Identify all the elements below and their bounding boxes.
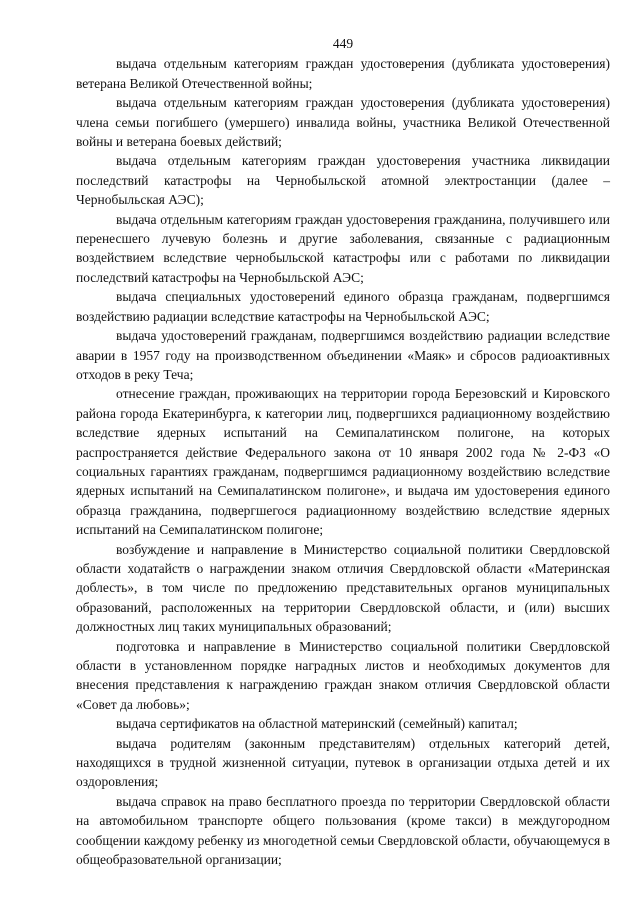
- paragraph-sovet-da-lyubov-award: подготовка и направление в Министерство социальной политики Свердловской области в установленном порядке наградных листов и необходимых документов для внесения представления к награждению граждан знаком отличия Свердловской области «Совет да любовь»;: [76, 638, 610, 712]
- paragraph-family-member-certificate: выдача отдельным категориям граждан удостоверения (дубликата удостоверения) члена семьи погибшего (умершего) инвалида войны, участника Великой Отечественной войны и ветерана боевых действий;: [76, 95, 610, 150]
- paragraph-semipalatinsk-classification: отнесение граждан, проживающих на территории города Березовский и Кировского района города Екатеринбурга, к категории лиц, подвергшихся радиационному воздействию вследствие ядерных испытаний на Семипалатинском полигоне, на которых распространяется действие Федерального закона от 10 января 2002 года № 2-ФЗ «О социальных гарантиях гражданам, подвергшимся радиационному воздействию вследствие ядерных испытаний на Семипалатинском полигоне», и выдача им удостоверения единого образца гражданина, подвергшегося радиационному воздействию вследствие ядерных испытаний на Семипалатинском полигоне;: [76, 386, 610, 538]
- paragraph-special-certificates: выдача специальных удостоверений единого образца гражданам, подвергшимся воздействию радиации вследствие катастрофы на Чернобыльской АЭС;: [76, 289, 610, 324]
- paragraph-chernobyl-liquidator-certificate: выдача отдельным категориям граждан удостоверения участника ликвидации последствий катастрофы на Чернобыльской атомной электростанции (далее – Чернобыльская АЭС);: [76, 153, 610, 208]
- paragraph-free-travel-certificates: выдача справок на право бесплатного проезда по территории Свердловской области на автомобильном транспорте общего пользования (кроме такси) в междугородном сообщении каждому ребенку из многодетной семьи Свердловской области, обучающемуся в общеобразовательной организации;: [76, 793, 610, 868]
- document-page: [76, 34, 610, 869]
- paragraph-radiation-sickness-certificate: выдача отдельным категориям граждан удостоверения гражданина, получившего или перенесшего лучевую болезнь и другие заболевания, связанные с радиационным воздействием вследствие чернобыльской катастрофы или с работами по ликвидации последствий катастрофы на Чернобыльской АЭС;: [76, 211, 610, 285]
- paragraph-mayak-certificates: выдача удостоверений гражданам, подвергшимся воздействию радиации вследствие аварии в 1957 году на производственном объединении «Маяк» и сбросов радиоактивных отходов в реку Теча;: [76, 328, 610, 382]
- page-number: 449: [332, 36, 354, 51]
- paragraph-veteran-certificate: выдача отдельным категориям граждан удостоверения (дубликата удостоверения) ветерана Великой Отечественной войны;: [76, 56, 610, 91]
- paragraph-maternal-valor-petition: возбуждение и направление в Министерство социальной политики Свердловской области ходатайств о награждении знаком отличия Свердловской области «Материнская доблесть», в том числе по предложению представительных органов муниципальных образований, расположенных на территории Свердловской области, и (или) высших должностных лиц таких муниципальных образований;: [76, 541, 610, 635]
- paragraph-children-vouchers: выдача родителям (законным представителям) отдельных категорий детей, находящихся в трудной жизненной ситуации, путевок в организации отдыха детей и их оздоровления;: [76, 735, 610, 790]
- paragraph-maternity-capital: выдача сертификатов на областной материнский (семейный) капитал;: [116, 716, 518, 732]
